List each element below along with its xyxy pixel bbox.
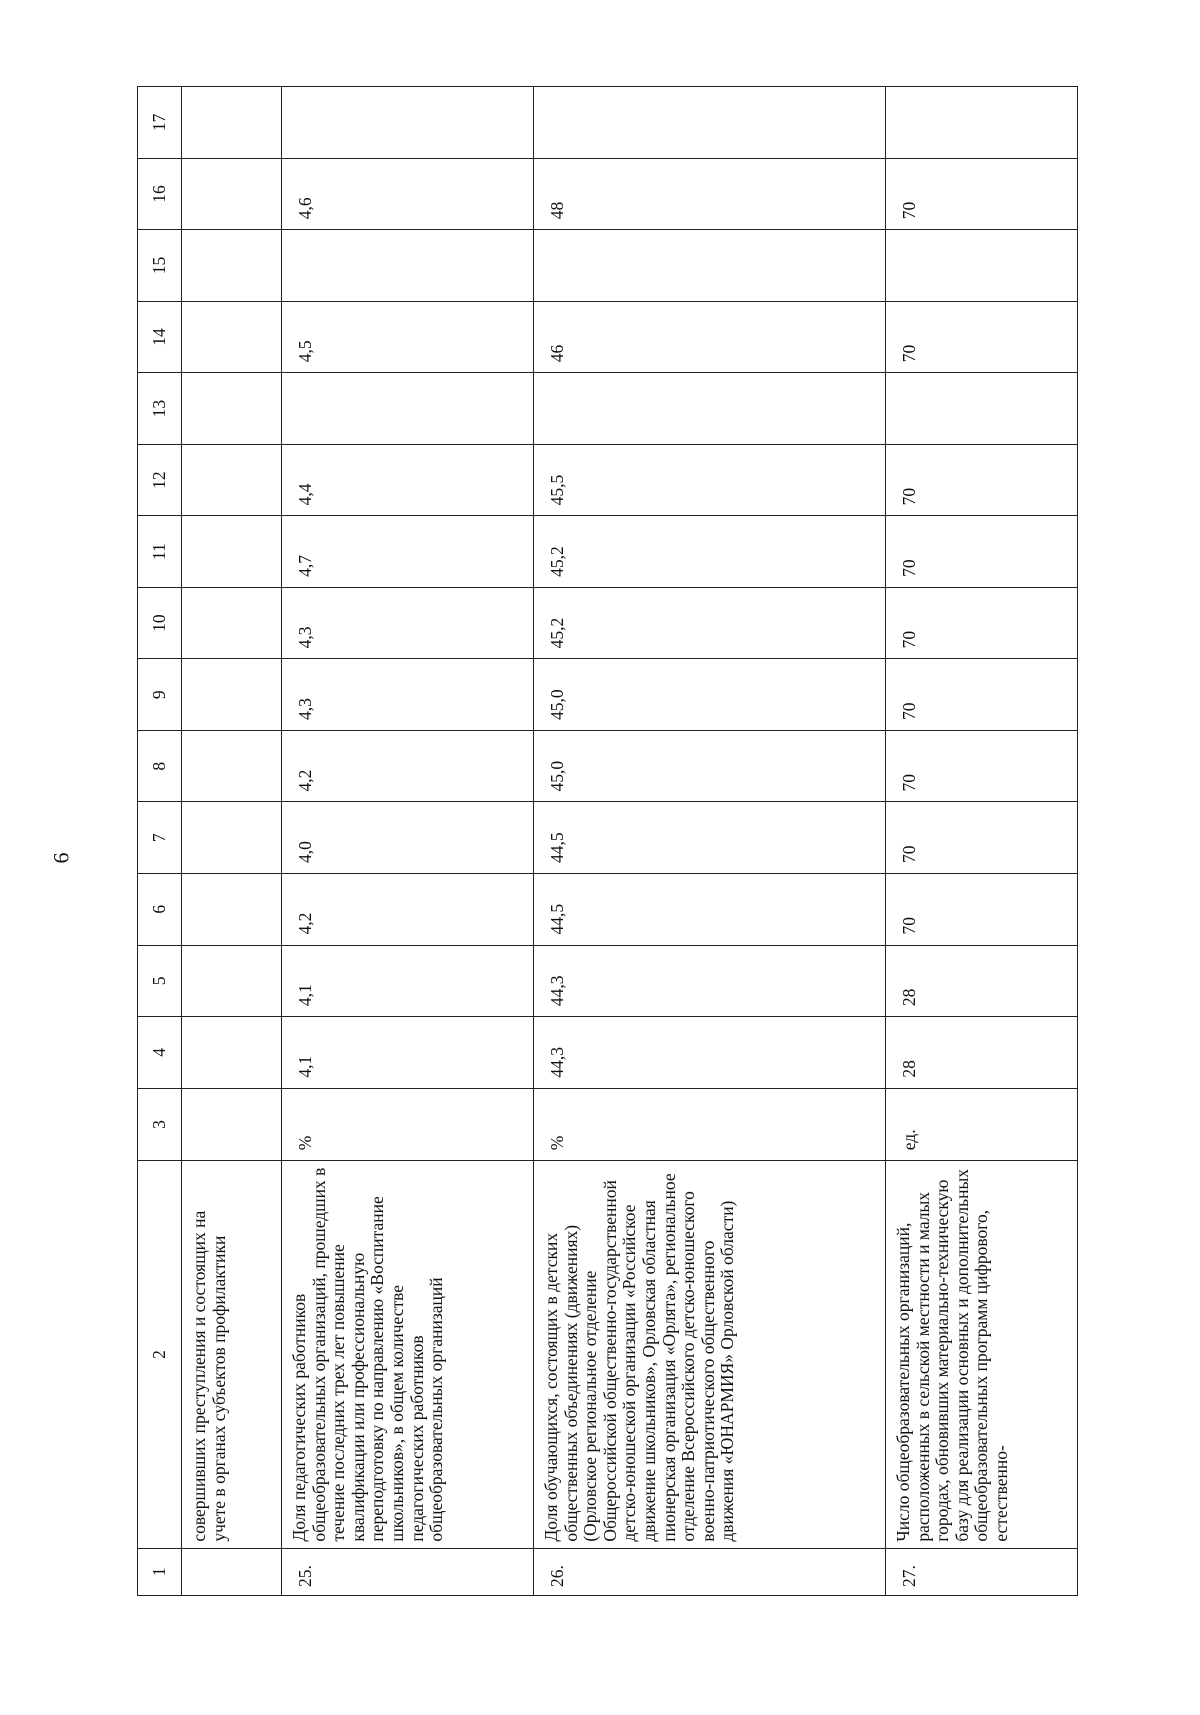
page-number: 6 bbox=[48, 852, 74, 864]
indicator-name: Число общеобразовательных организаций, расположенных в сельской местности и малых городах, обновивших материально-техническую базу для реализации основных и дополнительных общеобразовательных программ цифрового, естественно- bbox=[886, 1161, 1078, 1548]
table-row bbox=[886, 87, 1078, 1596]
value-cell bbox=[182, 1017, 282, 1089]
header-cell: 3 bbox=[138, 1088, 182, 1161]
value-cell bbox=[182, 587, 282, 659]
value-cell: 44,5 bbox=[534, 802, 886, 874]
header-cell: 8 bbox=[138, 730, 182, 802]
value-cell: 44,3 bbox=[534, 1017, 886, 1089]
header-cell: 2 bbox=[138, 1161, 182, 1548]
indicator-name: совершивших преступления и состоящих на учете в органах субъектов профилактики bbox=[182, 1161, 282, 1548]
header-row bbox=[138, 87, 182, 1596]
header-cell: 17 bbox=[138, 87, 182, 159]
value-cell: 4,1 bbox=[282, 1017, 534, 1089]
value-cell bbox=[182, 802, 282, 874]
value-cell: 70 bbox=[886, 730, 1078, 802]
value-cell: 4,3 bbox=[282, 659, 534, 731]
value-cell bbox=[182, 945, 282, 1017]
value-cell: 28 bbox=[886, 1017, 1078, 1089]
table-row bbox=[182, 87, 282, 1596]
table-row bbox=[534, 87, 886, 1596]
value-cell: 4,6 bbox=[282, 158, 534, 230]
value-cell bbox=[182, 659, 282, 731]
value-cell bbox=[182, 230, 282, 302]
row-index: 25. bbox=[282, 1548, 534, 1595]
value-cell: 28 bbox=[886, 945, 1078, 1017]
value-cell: 4,2 bbox=[282, 874, 534, 946]
value-cell: 70 bbox=[886, 516, 1078, 588]
header-cell: 15 bbox=[138, 230, 182, 302]
header-cell: 5 bbox=[138, 945, 182, 1017]
value-cell: 70 bbox=[886, 802, 1078, 874]
indicator-name: Доля обучающихся, состоящих в детских общественных объединениях (движениях) (Орловское региональное отделение Общероссийской общественно-государственной детско-юношеской организации «Российское движение школьников», Орловская областная пионерская организация «Орлята», региональное отделение Всероссийского детско-юношеского военно-патриотического общественного движения «ЮНАРМИЯ» Орловской области) bbox=[534, 1161, 886, 1548]
indicator-table bbox=[137, 86, 1078, 1596]
value-cell: 46 bbox=[534, 301, 886, 373]
value-cell: 44,5 bbox=[534, 874, 886, 946]
value-cell: 45,5 bbox=[534, 444, 886, 516]
header-cell: 12 bbox=[138, 444, 182, 516]
table-row bbox=[282, 87, 534, 1596]
value-cell: 4,0 bbox=[282, 802, 534, 874]
value-cell: 70 bbox=[886, 301, 1078, 373]
value-cell: 48 bbox=[534, 158, 886, 230]
value-cell bbox=[182, 730, 282, 802]
value-cell: 4,1 bbox=[282, 945, 534, 1017]
value-cell bbox=[182, 301, 282, 373]
value-cell: 70 bbox=[886, 659, 1078, 731]
value-cell bbox=[534, 87, 886, 159]
value-cell: 45,2 bbox=[534, 516, 886, 588]
header-cell: 6 bbox=[138, 874, 182, 946]
value-cell: 45,2 bbox=[534, 587, 886, 659]
row-index: 27. bbox=[886, 1548, 1078, 1595]
value-cell bbox=[534, 373, 886, 445]
value-cell: 45,0 bbox=[534, 659, 886, 731]
value-cell: 70 bbox=[886, 158, 1078, 230]
value-cell bbox=[886, 373, 1078, 445]
row-index bbox=[182, 1548, 282, 1595]
value-cell bbox=[282, 373, 534, 445]
value-cell: 70 bbox=[886, 444, 1078, 516]
unit-cell: % bbox=[282, 1088, 534, 1161]
header-cell: 11 bbox=[138, 516, 182, 588]
value-cell bbox=[182, 373, 282, 445]
value-cell: 44,3 bbox=[534, 945, 886, 1017]
unit-cell: % bbox=[534, 1088, 886, 1161]
value-cell bbox=[282, 87, 534, 159]
table-rotated-container bbox=[137, 86, 1077, 1596]
unit-cell bbox=[182, 1088, 282, 1161]
value-cell: 70 bbox=[886, 874, 1078, 946]
indicator-name: Доля педагогических работников общеобразовательных организаций, прошедших в течение последних трех лет повышение квалификации или профессиональную переподготовку по направлению «Воспитание школьников», в общем количестве педагогических работников общеобразовательных организаций bbox=[282, 1161, 534, 1548]
value-cell bbox=[282, 230, 534, 302]
value-cell: 4,2 bbox=[282, 730, 534, 802]
value-cell: 4,3 bbox=[282, 587, 534, 659]
header-cell: 1 bbox=[138, 1548, 182, 1595]
value-cell bbox=[182, 87, 282, 159]
value-cell: 70 bbox=[886, 587, 1078, 659]
header-cell: 7 bbox=[138, 802, 182, 874]
value-cell: 4,5 bbox=[282, 301, 534, 373]
value-cell bbox=[182, 158, 282, 230]
value-cell: 4,7 bbox=[282, 516, 534, 588]
header-cell: 9 bbox=[138, 659, 182, 731]
header-cell: 16 bbox=[138, 158, 182, 230]
header-cell: 13 bbox=[138, 373, 182, 445]
unit-cell: ед. bbox=[886, 1088, 1078, 1161]
value-cell bbox=[182, 444, 282, 516]
value-cell bbox=[534, 230, 886, 302]
header-cell: 10 bbox=[138, 587, 182, 659]
value-cell: 4,4 bbox=[282, 444, 534, 516]
value-cell: 45,0 bbox=[534, 730, 886, 802]
header-cell: 4 bbox=[138, 1017, 182, 1089]
value-cell bbox=[886, 230, 1078, 302]
value-cell bbox=[886, 87, 1078, 159]
header-cell: 14 bbox=[138, 301, 182, 373]
value-cell bbox=[182, 516, 282, 588]
row-index: 26. bbox=[534, 1548, 886, 1595]
value-cell bbox=[182, 874, 282, 946]
